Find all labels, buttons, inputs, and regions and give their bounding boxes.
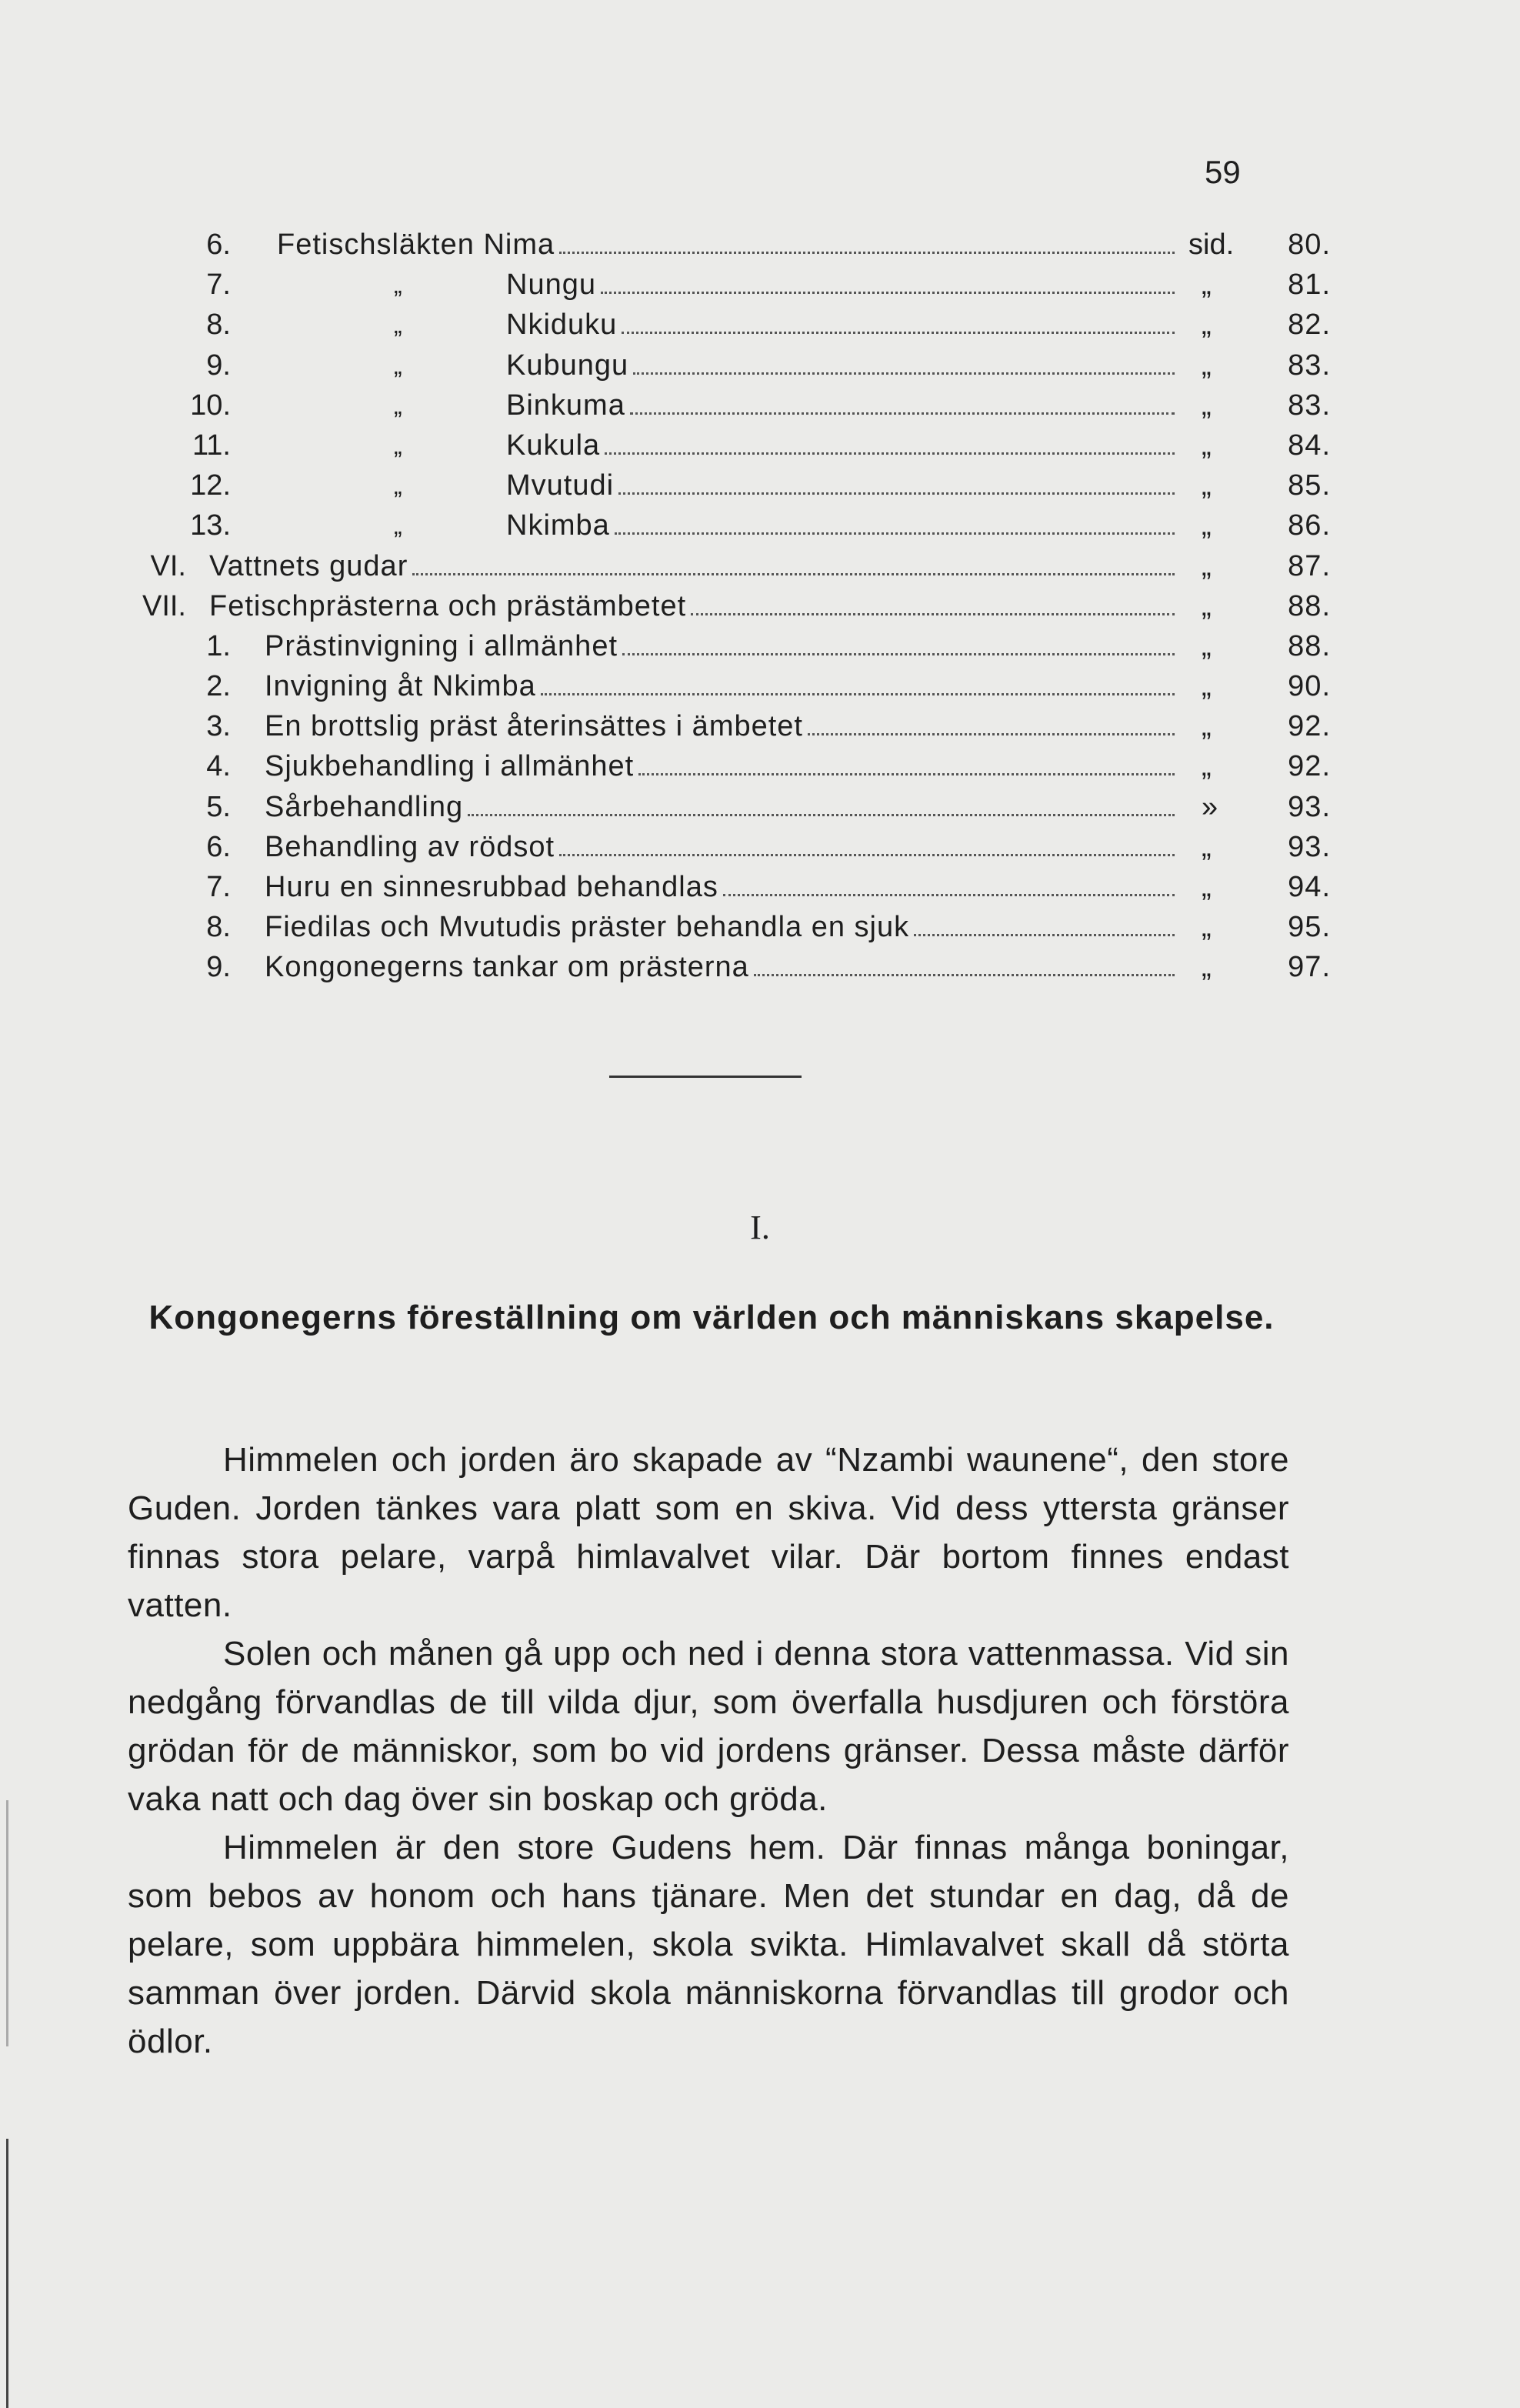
toc-row bbox=[123, 265, 1331, 305]
table-of-contents bbox=[123, 225, 1331, 988]
toc-page-number: 94. bbox=[1288, 871, 1331, 903]
toc-number: 6. bbox=[206, 228, 231, 261]
toc-page-number: 90. bbox=[1288, 670, 1331, 703]
toc-number: VI. bbox=[150, 549, 186, 582]
ditto-mark: „ bbox=[394, 472, 402, 500]
toc-row bbox=[123, 746, 1331, 786]
toc-row bbox=[123, 666, 1331, 706]
toc-entry-title: Kukula bbox=[506, 429, 601, 462]
toc-page-number: 86. bbox=[1288, 509, 1331, 542]
dot-leader bbox=[618, 492, 1175, 495]
toc-number: 5. bbox=[206, 790, 231, 823]
toc-number: 7. bbox=[206, 268, 231, 302]
toc-entry-title: Sjukbehandling i allmänhet bbox=[265, 750, 635, 783]
dot-leader bbox=[808, 733, 1175, 735]
toc-page-prefix: sid. bbox=[1188, 228, 1235, 261]
ditto-mark: „ bbox=[394, 311, 402, 339]
toc-page-prefix: » bbox=[1202, 790, 1218, 823]
scan-margin-mark bbox=[6, 1800, 8, 2046]
toc-row bbox=[123, 385, 1331, 425]
toc-entry-title: Fiedilas och Mvutudis präster behandla en sjuk bbox=[265, 911, 910, 944]
toc-entry-title: En brottslig präst återinsättes i ämbetet bbox=[265, 710, 803, 743]
dot-leader bbox=[914, 934, 1175, 936]
toc-page-prefix: „ bbox=[1202, 429, 1212, 462]
dot-leader bbox=[633, 372, 1175, 375]
toc-page-prefix: „ bbox=[1202, 911, 1212, 944]
toc-entry-title: Nungu bbox=[506, 268, 596, 302]
dot-leader bbox=[615, 532, 1175, 535]
paragraph: Solen och månen gå upp och ned i denna stora vattenmassa. Vid sin nedgång förvandlas de till vilda djur, som överfalla husdjuren och förstöra grödan för de människor, som bo vid jordens gränser. Dessa måste därför vaka natt och dag över sin boskap och gröda. bbox=[128, 1635, 1289, 1818]
ditto-mark: „ bbox=[394, 271, 402, 299]
toc-page-number: 95. bbox=[1288, 911, 1331, 944]
toc-page-prefix: „ bbox=[1202, 670, 1212, 703]
toc-row bbox=[123, 305, 1331, 345]
toc-number: 6. bbox=[206, 830, 231, 863]
toc-row bbox=[123, 546, 1331, 586]
toc-entry-title: Fetischsläkten Nima bbox=[277, 228, 555, 261]
toc-page-number: 80. bbox=[1288, 228, 1331, 261]
ditto-mark: „ bbox=[394, 351, 402, 379]
toc-number: 9. bbox=[206, 951, 231, 984]
chapter-title: Kongonegerns föreställning om världen och människans skapelse. bbox=[148, 1299, 1275, 1336]
toc-page-prefix: „ bbox=[1202, 349, 1212, 382]
toc-number: 12. bbox=[190, 469, 231, 502]
toc-page-number: 92. bbox=[1288, 750, 1331, 783]
dot-leader bbox=[630, 412, 1175, 415]
toc-entry-title: Binkuma bbox=[506, 389, 625, 422]
dot-leader bbox=[754, 974, 1175, 976]
toc-page-prefix: „ bbox=[1202, 469, 1212, 502]
toc-page-number: 85. bbox=[1288, 469, 1331, 502]
toc-row bbox=[123, 827, 1331, 867]
toc-entry-title: Kubungu bbox=[506, 349, 629, 382]
page-number: 59 bbox=[1205, 154, 1241, 190]
toc-page-prefix: „ bbox=[1202, 750, 1212, 783]
toc-entry-title: Nkimba bbox=[506, 509, 610, 542]
toc-number: 7. bbox=[206, 871, 231, 903]
chapter-number: I. bbox=[750, 1209, 770, 1246]
toc-page-prefix: „ bbox=[1202, 629, 1212, 662]
toc-page-prefix: „ bbox=[1202, 871, 1212, 903]
toc-page-number: 84. bbox=[1288, 429, 1331, 462]
toc-page-number: 83. bbox=[1288, 389, 1331, 422]
toc-page-number: 81. bbox=[1288, 268, 1331, 302]
toc-row bbox=[123, 626, 1331, 666]
toc-entry-title: Kongonegerns tankar om prästerna bbox=[265, 951, 749, 984]
toc-page-prefix: „ bbox=[1202, 309, 1212, 342]
toc-entry-title: Invigning åt Nkimba bbox=[265, 670, 536, 703]
toc-row bbox=[123, 787, 1331, 827]
toc-page-number: 83. bbox=[1288, 349, 1331, 382]
toc-page-number: 93. bbox=[1288, 830, 1331, 863]
toc-number: 4. bbox=[206, 750, 231, 783]
toc-row bbox=[123, 867, 1331, 907]
section-divider bbox=[609, 1076, 802, 1078]
dot-leader bbox=[468, 814, 1175, 816]
dot-leader bbox=[541, 693, 1175, 695]
toc-number: 8. bbox=[206, 309, 231, 342]
toc-number: 9. bbox=[206, 349, 231, 382]
dot-leader bbox=[559, 252, 1175, 254]
toc-row bbox=[123, 345, 1331, 385]
toc-page-prefix: „ bbox=[1202, 589, 1212, 622]
dot-leader bbox=[622, 653, 1175, 655]
toc-row bbox=[123, 465, 1331, 505]
toc-page-prefix: „ bbox=[1202, 389, 1212, 422]
toc-number: VII. bbox=[142, 589, 186, 622]
toc-page-prefix: „ bbox=[1202, 830, 1212, 863]
dot-leader bbox=[605, 452, 1175, 455]
toc-row bbox=[123, 586, 1331, 626]
toc-page-prefix: „ bbox=[1202, 951, 1212, 984]
paragraph: Himmelen är den store Gudens hem. Där finnas många boningar, som bebos av honom och hans tjänare. Men det stundar en dag, då de pelare, som uppbära himmelen, skola svikta. Himlavalvet skall då störta samman över jorden. Därvid skola människorna förvandlas till grodor och ödlor. bbox=[128, 1829, 1289, 2060]
toc-number: 1. bbox=[206, 629, 231, 662]
toc-page-number: 82. bbox=[1288, 309, 1331, 342]
toc-entry-title: Nkiduku bbox=[506, 309, 618, 342]
toc-number: 13. bbox=[190, 509, 231, 542]
toc-number: 11. bbox=[192, 429, 231, 462]
ditto-mark: „ bbox=[394, 391, 402, 419]
body-text bbox=[128, 1436, 1289, 2066]
toc-number: 8. bbox=[206, 911, 231, 944]
toc-page-prefix: „ bbox=[1202, 549, 1212, 582]
toc-row bbox=[123, 425, 1331, 465]
toc-entry-title: Behandling av rödsot bbox=[265, 830, 555, 863]
toc-number: 3. bbox=[206, 710, 231, 743]
dot-leader bbox=[638, 773, 1175, 775]
toc-entry-title: Fetischprästerna och prästämbetet bbox=[209, 589, 687, 622]
toc-page-number: 88. bbox=[1288, 629, 1331, 662]
toc-row bbox=[123, 225, 1331, 265]
dot-leader bbox=[622, 332, 1175, 334]
dot-leader bbox=[601, 292, 1175, 294]
toc-entry-title: Sårbehandling bbox=[265, 790, 464, 823]
toc-page-number: 93. bbox=[1288, 790, 1331, 823]
dot-leader bbox=[723, 894, 1175, 896]
toc-row bbox=[123, 907, 1331, 947]
toc-page-number: 88. bbox=[1288, 589, 1331, 622]
paragraph: Himmelen och jorden äro skapade av “Nzambi waunene“, den store Guden. Jorden tänkes vara platt som en skiva. Vid dess yttersta gränser finnas stora pelare, varpå himlavalvet vilar. Där bortom finnes endast vatten. bbox=[128, 1441, 1289, 1624]
toc-page-prefix: „ bbox=[1202, 509, 1212, 542]
toc-number: 10. bbox=[190, 389, 231, 422]
toc-number: 2. bbox=[206, 670, 231, 703]
toc-entry-title: Huru en sinnesrubbad behandlas bbox=[265, 871, 718, 903]
toc-page-number: 92. bbox=[1288, 710, 1331, 743]
dot-leader bbox=[559, 854, 1175, 856]
toc-page-number: 97. bbox=[1288, 951, 1331, 984]
ditto-mark: „ bbox=[394, 512, 402, 540]
toc-row bbox=[123, 505, 1331, 545]
toc-row bbox=[123, 706, 1331, 746]
toc-entry-title: Mvutudi bbox=[506, 469, 615, 502]
toc-page-prefix: „ bbox=[1202, 710, 1212, 743]
scan-margin-mark bbox=[6, 2139, 8, 2408]
toc-row bbox=[123, 947, 1331, 987]
toc-entry-title: Vattnets gudar bbox=[209, 549, 408, 582]
toc-page-prefix: „ bbox=[1202, 268, 1212, 302]
toc-page-number: 87. bbox=[1288, 549, 1331, 582]
ditto-mark: „ bbox=[394, 431, 402, 459]
dot-leader bbox=[691, 613, 1175, 615]
dot-leader bbox=[412, 573, 1175, 575]
toc-entry-title: Prästinvigning i allmänhet bbox=[265, 629, 618, 662]
